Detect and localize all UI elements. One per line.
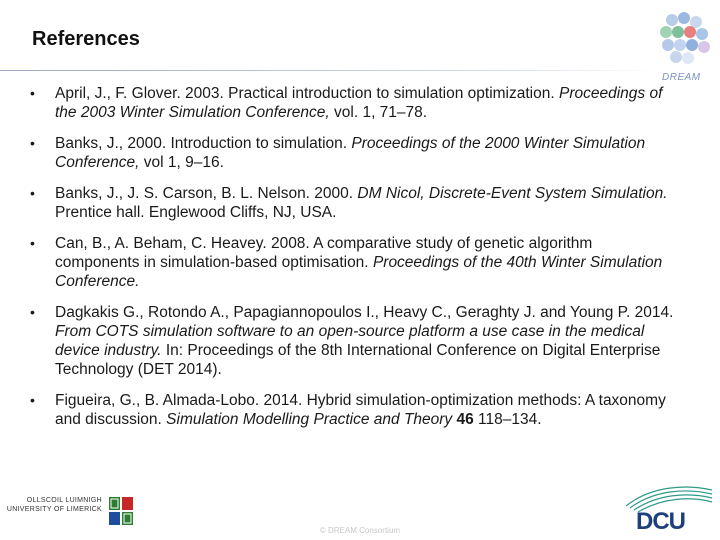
reference-tail: Prentice hall. Englewood Cliffs, NJ, USA. [55,204,337,221]
dream-logo-label: DREAM [662,72,701,83]
reference-text: April, J., F. Glover. 2003. Practical introduction to simulation optimization. [55,85,555,102]
reference-item [30,391,680,429]
reference-volume: 46 [456,411,474,428]
dream-hexagon-cluster [660,12,710,64]
reference-tail: In: Proceedings of the 8th International Conference on Digital Enterprise Technology (DET 2014). [55,342,661,378]
reference-item [30,84,680,122]
ul-logo-line2: UNIVERSITY OF LIMERICK [6,506,102,513]
bullet-icon: • [30,185,35,201]
reference-item [30,234,680,291]
reference-text: Dagkakis G., Rotondo A., Papagiannopoulos I., Heavy C., Geraghty J. and Young P. 2014. [55,304,674,321]
reference-text: Can, B., A. Beham, C. Heavey. 2008. A comparative study of genetic algorithm components in simulation-based optimisation. [55,235,593,271]
reference-source: Proceedings of the 2000 Winter Simulation Conference, [55,135,646,171]
ul-logo [6,496,136,530]
reference-item [30,303,680,379]
bullet-icon: • [30,304,35,320]
bullet-icon: • [30,135,35,151]
reference-source: Proceedings of the 40th Winter Simulation Conference. [55,254,663,290]
bullet-icon: • [30,235,35,251]
references-list [30,84,680,441]
reference-source: From COTS simulation software to an open-source platform a use case in the medical device industry. [55,323,645,359]
bullet-icon: • [30,85,35,101]
reference-source: DM Nicol, Discrete-Event System Simulation. [357,185,668,202]
ul-logo-text [6,496,102,514]
page-title: References [32,28,140,50]
reference-text: Figueira, G., B. Almada-Lobo. 2014. Hybrid simulation-optimization methods: A taxonomy and discussion. [55,392,666,428]
reference-text: Banks, J., 2000. Introduction to simulation. [55,135,348,152]
ul-crest-icon [108,496,134,526]
bullet-icon: • [30,392,35,408]
copyright-notice: © DREAM Consortium [319,526,401,535]
reference-tail: vol 1, 9–16. [139,154,224,171]
reference-tail: 118–134. [473,411,542,428]
dcu-logo-text: DCU [636,508,685,535]
ul-logo-line1: OLLSCOIL LUIMNIGH [26,497,102,504]
reference-source: Simulation Modelling Practice and Theory [166,411,453,428]
title-divider [0,70,660,71]
reference-item [30,184,680,222]
reference-text: Banks, J., J. S. Carson, B. L. Nelson. 2000. [55,185,354,202]
reference-item [30,134,680,172]
reference-source: Proceedings of the 2003 Winter Simulation Conference, [55,85,663,121]
reference-tail: vol. 1, 71–78. [329,104,428,121]
